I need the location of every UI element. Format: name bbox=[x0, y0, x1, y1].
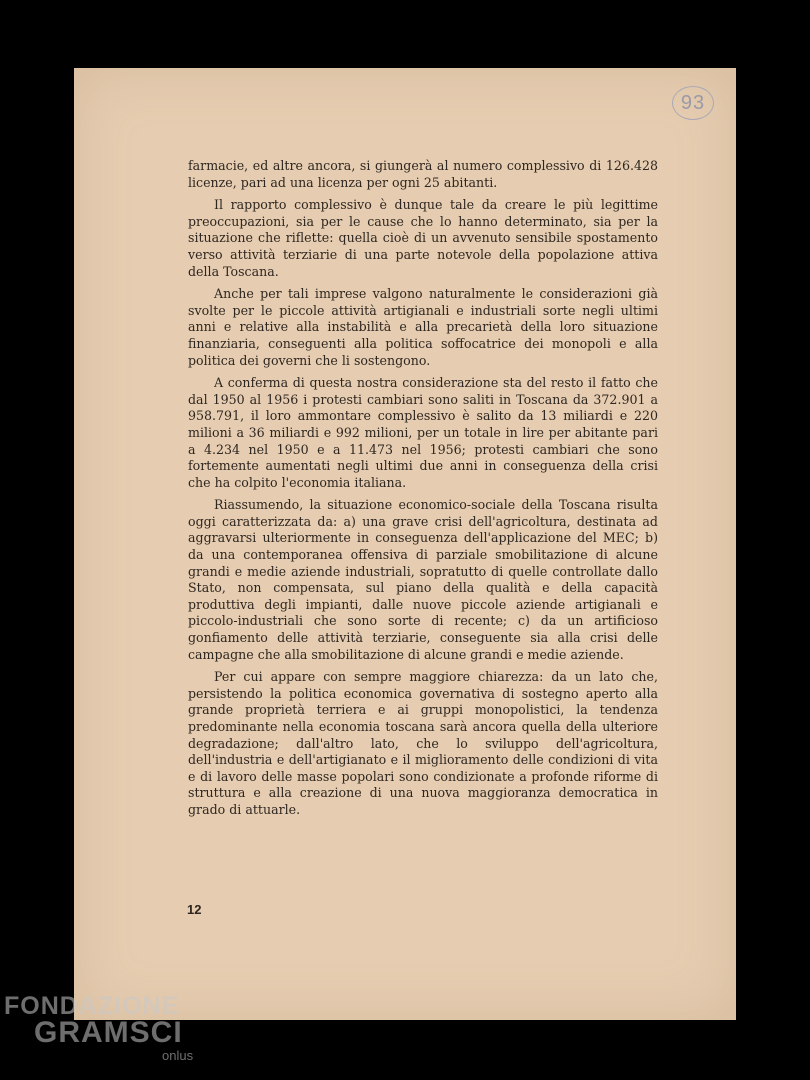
paragraph: Anche per tali imprese valgono naturalmente le considerazioni già svolte per le piccole attività artigianali e industriali sorte negli ultimi anni e relative alla instabilità e alla precarietà della loro situazione finanziaria, conseguenti alla politica soffocatrice dei monopoli e alla politica dei governi che li sostengono. bbox=[188, 286, 658, 368]
paragraph: Il rapporto complessivo è dunque tale da creare le più legittime preoccupazioni, sia per le cause che lo hanno determinato, sia per la situazione che riflette: quella cioè di un avvenuto sensibile spostamento verso attività terziarie di una parte notevole della popolazione attiva della Toscana. bbox=[188, 197, 658, 279]
page-number: 12 bbox=[187, 902, 202, 917]
paragraph: Riassumendo, la situazione economico-sociale della Toscana risulta oggi caratterizzata da: a) una grave crisi dell'agricoltura, destinata ad aggravarsi ulteriormente in conseguenza dell'applicazione del MEC; b) da una contemporanea offensiva di parziale smobilitazione di alcune grandi e medie aziende industriali, sopratutto di quelle controllate dallo Stato, non compensata, sul piano della qualità e della capacità produttiva degli impianti, dalle nuove piccole aziende artigianali e piccolo-industriali che sono sorte di recente; c) da un artificioso gonfiamento delle attività terziarie, conseguente sia alla crisi delle campagne che alla smobilitazione di alcune grandi e medie aziende. bbox=[188, 497, 658, 662]
watermark-line-2: GRAMSCI bbox=[34, 1016, 183, 1049]
paragraph: Per cui appare con sempre maggiore chiarezza: da un lato che, persistendo la politica economica governativa di sostegno aperto alla grande proprietà terriera e ai gruppi monopolistici, la tendenza predominante nella economia toscana sarà ancora quella della ulteriore degradazione; dall'altro lato, che lo sviluppo dell'agricoltura, dell'industria e dell'artigianato e il miglioramento delle condizioni di vita e di lavoro delle masse popolari sono condizionate a profonde riforme di struttura e alla creazione di una nuova maggioranza democratica in grado di attuarle. bbox=[188, 669, 658, 817]
watermark-line-1: FONDAZIONE bbox=[4, 992, 180, 1020]
paragraph: A conferma di questa nostra considerazione sta del resto il fatto che dal 1950 al 1956 i protesti cambiari sono saliti in Toscana da 372.901 a 958.791, il loro ammontare complessivo è salito da 13 miliardi e 220 milioni a 36 miliardi e 992 milioni, per un totale in lire per abitante pari a 4.234 nel 1950 e a 11.473 nel 1956; protesti cambiari che sono fortemente aumentati negli ultimi due anni in conseguenza della crisi che ha colpito l'economia italiana. bbox=[188, 375, 658, 490]
body-text bbox=[188, 158, 658, 825]
archive-stamp: 93 bbox=[672, 86, 714, 120]
watermark-line-3: onlus bbox=[162, 1048, 194, 1063]
paragraph: farmacie, ed altre ancora, si giungerà al numero complessivo di 126.428 licenze, pari ad una licenza per ogni 25 abitanti. bbox=[188, 158, 658, 190]
